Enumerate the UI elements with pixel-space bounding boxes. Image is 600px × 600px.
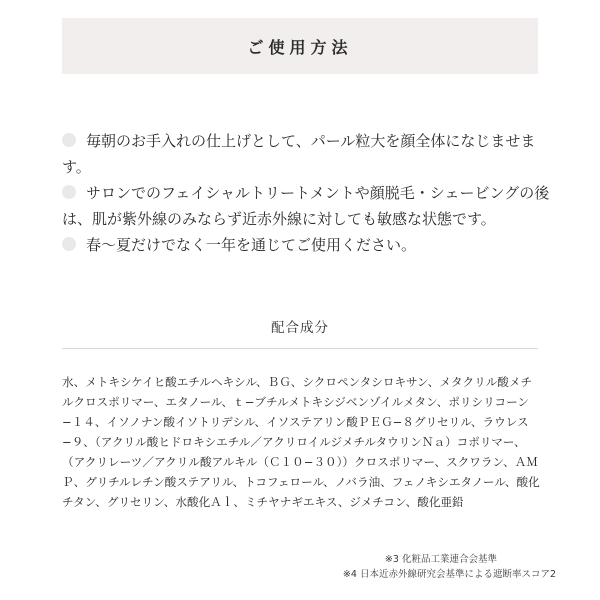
usage-item-text: サロンでのフェイシャルトリートメントや顔脱毛・シェービングの後は、肌が紫外線のみならず近赤外線に対しても敏感な状態です。 xyxy=(62,184,550,228)
footnotes xyxy=(343,552,556,582)
header-band xyxy=(62,18,538,74)
section-divider xyxy=(62,348,538,349)
usage-item-text: 毎朝のお手入れの仕上げとして、パール粒大を顔全体になじませます。 xyxy=(62,132,536,176)
usage-item-text: 春〜夏だけでなく一年を通じてご使用ください。 xyxy=(86,236,417,254)
ingredients-text: 水、メトキシケイヒ酸エチルヘキシル、ＢＧ、シクロペンタシロキサン、メタクリル酸メチルクロスポリマー、エタノール、ｔ−ブチルメトキシジベンゾイルメタン、ポリシリコーン−１４、イソノナン酸イソトリデシル、イソステアリン酸ＰＥＧ−８グリセリル、ラウレス−９、（アクリル酸ヒドロキシエチル／アクリロイルジメチルタウリンＮａ）コポリマー、（アクリレーツ／アクリル酸アルキル（Ｃ１０−３０））クロスポリマー、スクワラン、ＡＭＰ、グリチルレチン酸ステアリル、トコフェロール、ノバラ油、フェノキシエタノール、酸化チタン、グリセリン、水酸化Ａｌ、ミチヤナギエキス、ジメチコン、酸化亜鉛 xyxy=(62,375,540,509)
ingredients-heading: 配合成分 xyxy=(271,320,329,336)
footnote: ※3 化粧品工業連合会基準 xyxy=(384,554,497,565)
circle-bullet-icon xyxy=(62,237,76,251)
list-item xyxy=(62,180,552,232)
footnote: ※4 日本近赤外線研究会基準による遮断率スコア2 xyxy=(342,569,556,580)
circle-bullet-icon xyxy=(62,185,76,199)
usage-list xyxy=(62,128,552,258)
page-title: ご使用方法 xyxy=(247,37,353,57)
circle-bullet-icon xyxy=(62,133,76,147)
list-item xyxy=(62,128,552,180)
list-item xyxy=(62,232,552,258)
